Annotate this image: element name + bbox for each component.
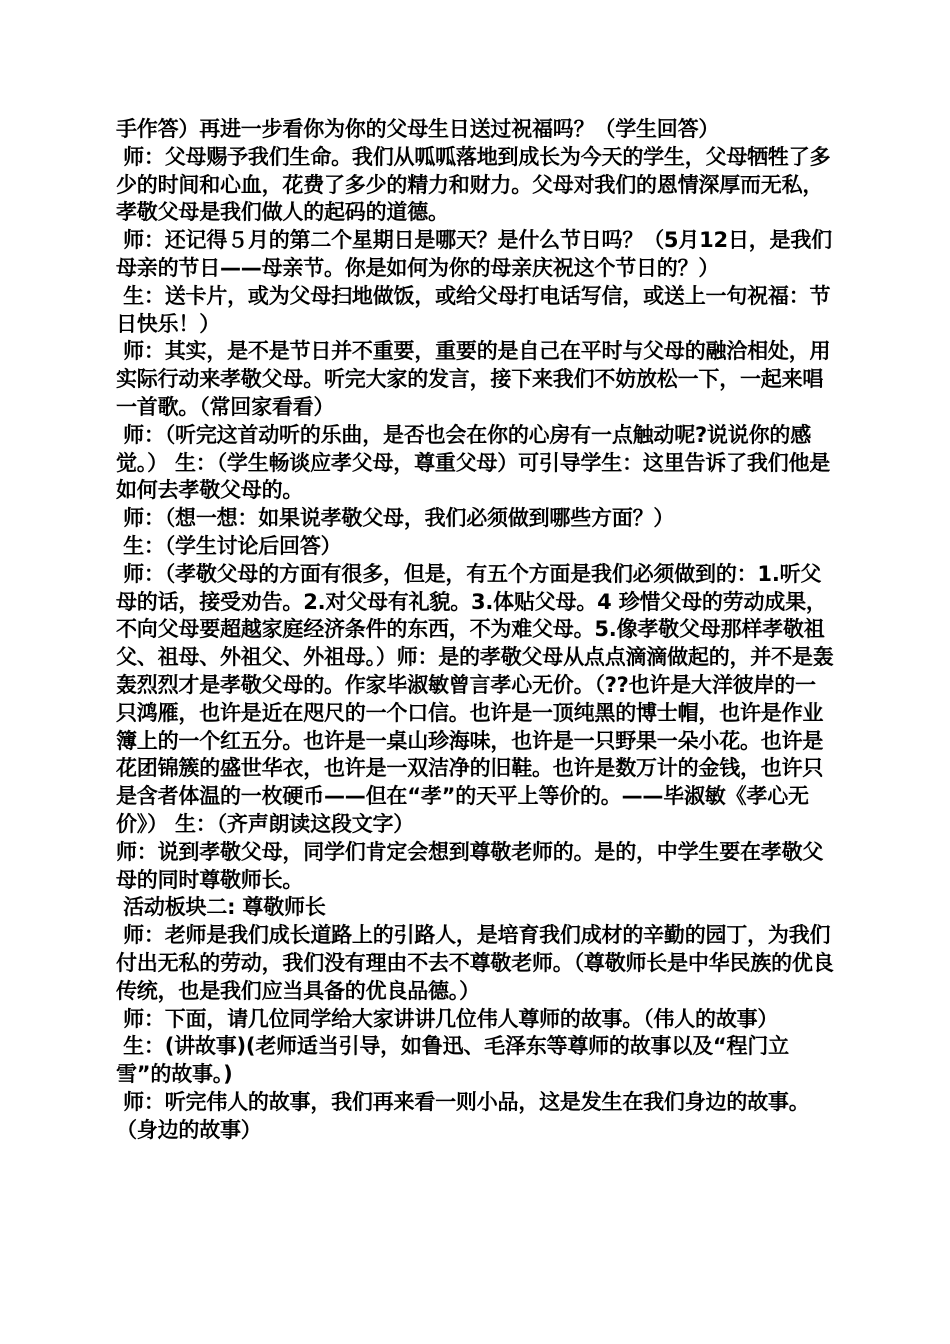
paragraph-student-stories: 生：(讲故事)(老师适当引导，如鲁迅、毛泽东等尊师的故事以及“程门立雪”的故事。) [116,1034,789,1087]
paragraph-student-discuss: 生：（学生讨论后回答） [116,533,342,558]
paragraph-teacher-guide: 师：老师是我们成长道路上的引路人，是培育我们成材的辛勤的园丁，为我们付出无私的劳动，我们没有理由不去不尊敬老师。（尊敬师长是中华民族的优良传统，也是我们应当具备的优良品德。） [116,923,834,1003]
document-page [116,116,836,1144]
paragraph-sing-song: 师：其实，是不是节日并不重要，重要的是自己在平时与父母的融洽相处，用实际行动来孝敬父母。听完大家的发言，接下来我们不妨放松一下，一起来唱一首歌。（常回家看看） [116,339,831,419]
paragraph-student-answer: 生：送卡片，或为父母扫地做饭，或给父母打电话写信，或送上一句祝福：节日快乐！） [116,283,831,336]
paragraph-sketch-story: 师：听完伟人的故事，我们再来看一则小品，这是发生在我们身边的故事。（身边的故事） [116,1089,810,1142]
paragraph-five-aspects: 师：（孝敬父母的方面有很多，但是，有五个方面是我们必须做到的：1.听父母的话，接受劝告。2.对父母有礼貌。3.体贴父母。4 珍惜父母的劳动成果，不向父母要超越家庭经济条件的东西，不为难父母。5.像孝敬父母那样孝敬祖父、祖母、外祖父、外祖母。）师：是的孝敬父母从点点滴滴做起的，并不是轰轰烈烈才是孝敬父母的。作家毕淑敏曾言孝心无价。（??也许是大洋彼岸的一只鸿雁，也许是近在咫尺的一个口信。也许是一顶纯黑的博士帽，也许是作业簿上的一个红五分。也许是一桌山珍海味，也许是一只野果一朵小花。也许是花团锦簇的盛世华衣，也许是一双洁净的旧鞋。也许是数万计的金钱，也许只是含者体温的一枚硬币——但在“孝”的天平上等价的。——毕淑敏《孝心无价》） 生：（齐声朗读这段文字） [116,561,834,836]
paragraph-parents-gift: 师：父母赐予我们生命。我们从呱呱落地到成长为今天的学生，父母牺牲了多少的时间和心血，花费了多少的精力和财力。父母对我们的恩情深厚而无私，孝敬父母是我们做人的起码的道德。 [116,144,831,225]
section-heading-activity-two: 活动板块二: 尊敬师长 [116,895,326,920]
paragraph-intro-question: 手作答）再进一步看你为你的父母生日送过祝福吗？（学生回答） [116,117,720,141]
paragraph-respect-teachers: 师：说到孝敬父母，同学们肯定会想到尊敬老师的。是的，中学生要在孝敬父母的同时尊敬师长。 [116,839,824,892]
paragraph-great-people-stories: 师：下面，请几位同学给大家讲讲几位伟人尊师的故事。（伟人的故事） [116,1006,779,1031]
paragraph-mothers-day: 师：还记得５月的第二个星期日是哪天？是什么节日吗？（5月12日，是我们母亲的节日——母亲节。你是如何为你的母亲庆祝这个节日的？） [116,228,832,280]
paragraph-music-feeling: 师：（听完这首动听的乐曲，是否也会在你的心房有一点触动呢?说说你的感觉。） 生：（学生畅谈应孝父母，尊重父母）可引导学生：这里告诉了我们他是如何去孝敬父母的。 [116,422,831,503]
paragraph-think-question: 师：（想一想：如果说孝敬父母，我们必须做到哪些方面？） [116,506,675,531]
